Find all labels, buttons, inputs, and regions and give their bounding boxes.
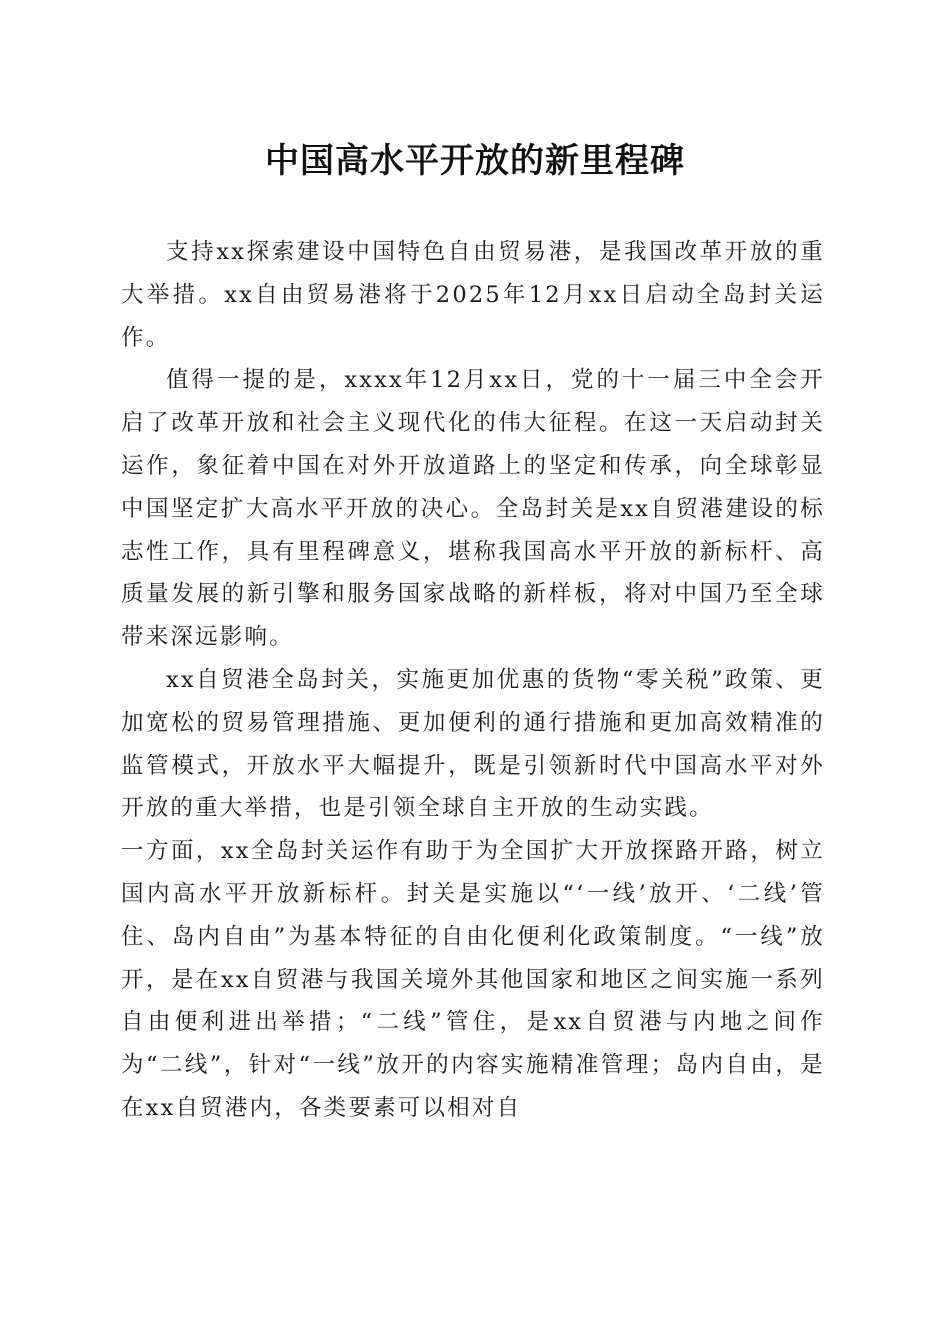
- paragraph-significance: 值得一提的是，xxxx年12月xx日，党的十一届三中全会开启了改革开放和社会主义现代化的伟大征程。在这一天启动封关运作，象征着中国在对外开放道路上的坚定和传承，向全球彰显中国坚定扩大高水平开放的决心。全岛封关是xx自贸港建设的标志性工作，具有里程碑意义，堪称我国高水平开放的新标杆、高质量发展的新引擎和服务国家战略的新样板，将对中国乃至全球带来深远影响。: [121, 367, 825, 651]
- paragraph-policy: xx自贸港全岛封关，实施更加优惠的货物“零关税”政策、更加宽松的贸易管理措施、更加便利的通行措施和更加高效精准的监管模式，开放水平大幅提升，既是引领新时代中国高水平对外开放的重大举措，也是引领全球自主开放的生动实践。: [121, 666, 825, 822]
- paragraph-one-hand: 一方面，xx全岛封关运作有助于为全国扩大开放探路开路，树立国内高水平开放新标杆。封关是实施以“‘一线’放开、‘二线’管住、岛内自由”为基本特征的自由化便利化政策制度。“一线”放开，是在xx自贸港与我国关境外其他国家和地区之间实施一系列自由便利进出举措；“二线”管住，是xx自贸港与内地之间作为“二线”，针对“一线”放开的内容实施精准管理；岛内自由，是在xx自贸港内，各类要素可以相对自: [121, 838, 825, 1121]
- paragraph-intro: 支持xx探索建设中国特色自由贸易港，是我国改革开放的重大举措。xx自由贸易港将于2025年12月xx日启动全岛封关运作。: [121, 239, 825, 351]
- document-title: 中国高水平开放的新里程碑: [265, 141, 685, 181]
- document-body: [121, 231, 825, 1130]
